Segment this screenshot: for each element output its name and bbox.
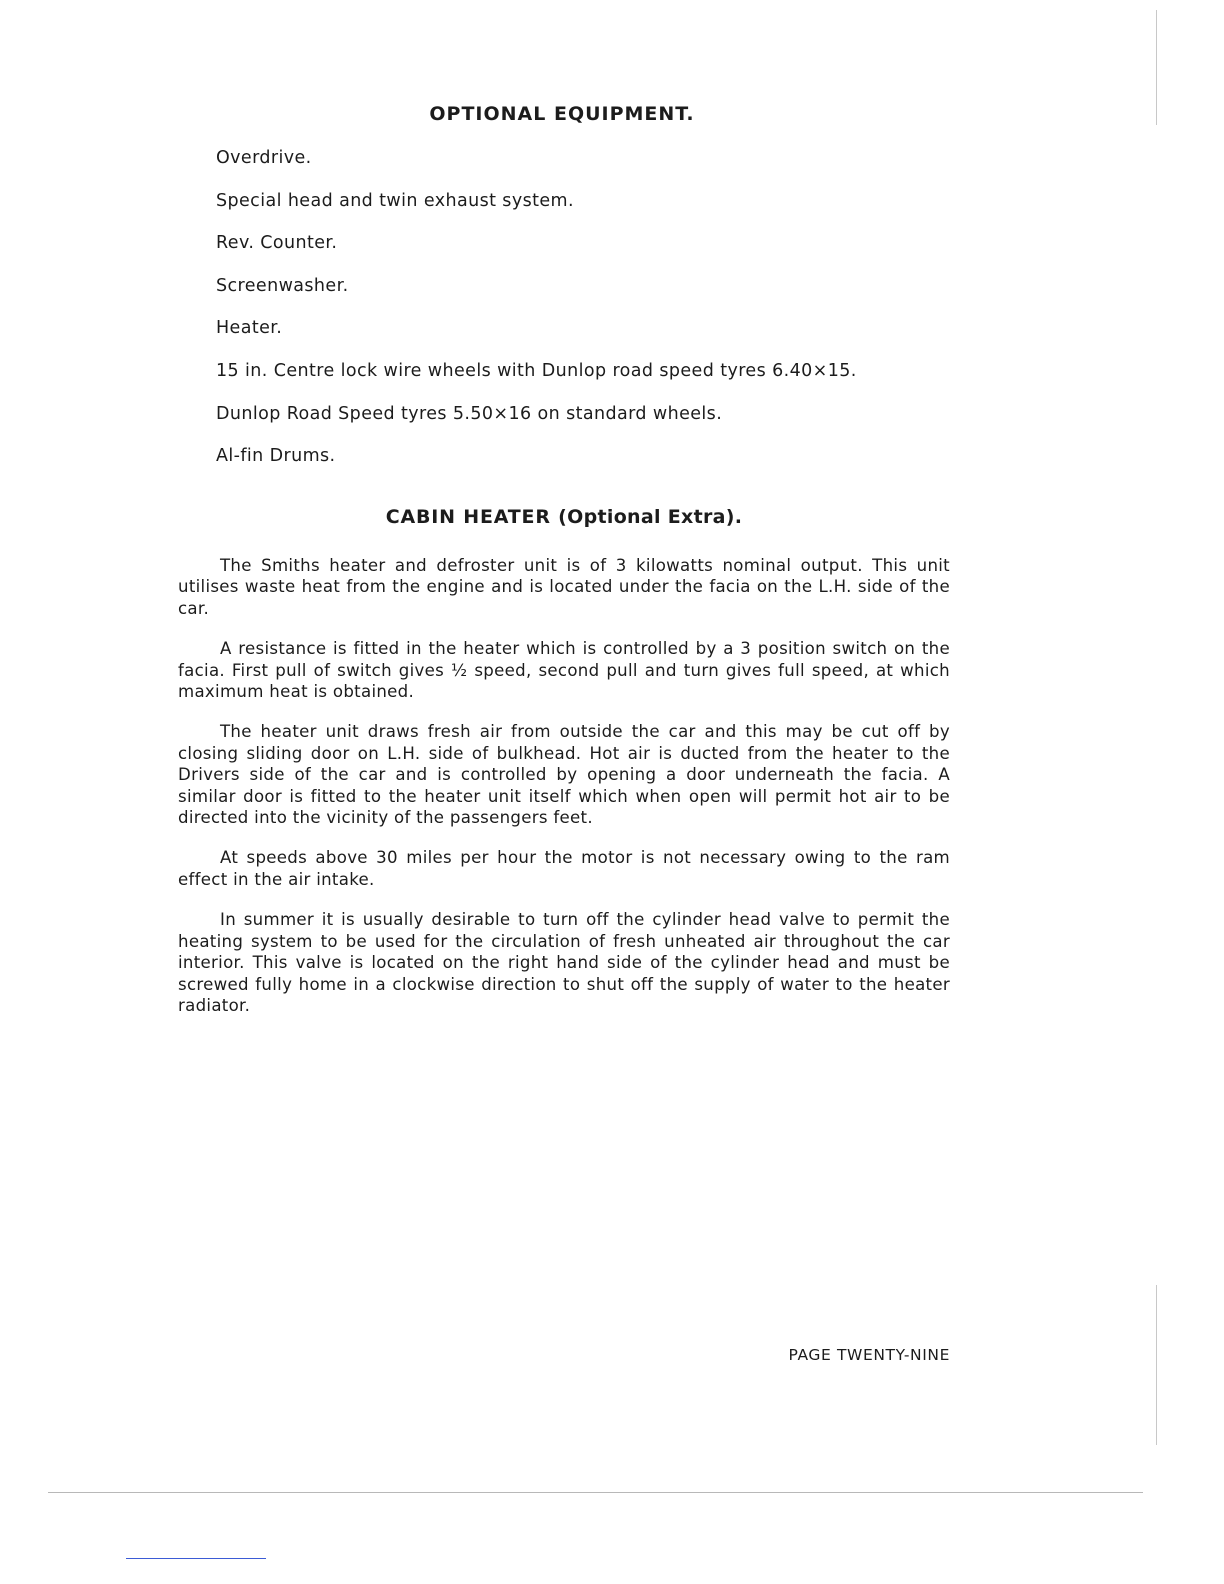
list-item: Al-fin Drums. — [216, 446, 336, 467]
paragraph: A resistance is fitted in the heater which is controlled by a 3 position switch on the facia. First pull of switch gives ½ speed, second pull and turn gives full speed, at which maximum heat is obtained. — [178, 639, 950, 702]
cabin-heater-subtitle: (Optional Extra). — [558, 506, 743, 528]
list-item: Heater. — [216, 318, 283, 339]
list-item: Rev. Counter. — [216, 233, 338, 254]
list-item: Dunlop Road Speed tyres 5.50×16 on standard wheels. — [216, 403, 723, 424]
page-number: PAGE TWENTY-NINE — [788, 1346, 950, 1364]
paragraph: In summer it is usually desirable to turn off the cylinder head valve to permit the heating system to be used for the circulation of fresh unheated air throughout the car interior. This valve is located on the right hand side of the cylinder head and must be screwed fully home in a clockwise direction to shut off the supply of water to the heater radiator. — [178, 910, 950, 1015]
scan-edge-mark-top — [1156, 10, 1157, 125]
cabin-heater-heading: CABIN HEATER — [385, 506, 551, 528]
scan-mark — [126, 1558, 266, 1559]
list-item: 15 in. Centre lock wire wheels with Dunlop road speed tyres 6.40×15. — [216, 360, 857, 381]
list-item: Special head and twin exhaust system. — [216, 190, 574, 211]
scan-edge-mark-bottom — [1156, 1285, 1157, 1445]
list-item: Overdrive. — [216, 148, 312, 168]
paragraph: At speeds above 30 miles per hour the motor is not necessary owing to the ram effect in the air intake. — [178, 848, 950, 889]
paragraph: The heater unit draws fresh air from outside the car and this may be cut off by closing sliding door on L.H. side of bulkhead. Hot air is ducted from the heater to the Drivers side of the car and is controlled by opening a door underneath the facia. A similar door is fitted to the heater unit itself which when open will permit hot air to be directed into the vicinity of the passengers feet. — [178, 722, 950, 828]
cabin-heater-title — [0, 506, 1128, 528]
scan-edge-line — [48, 1492, 1143, 1493]
paragraph: The Smiths heater and defroster unit is of 3 kilowatts nominal output. This unit utilises waste heat from the engine and is located under the facia on the L.H. side of the car. — [178, 556, 950, 618]
list-item: Screenwasher. — [216, 275, 349, 296]
cabin-heater-body — [178, 555, 950, 1035]
optional-equipment-list — [216, 146, 857, 487]
optional-equipment-title: OPTIONAL EQUIPMENT. — [429, 103, 695, 125]
